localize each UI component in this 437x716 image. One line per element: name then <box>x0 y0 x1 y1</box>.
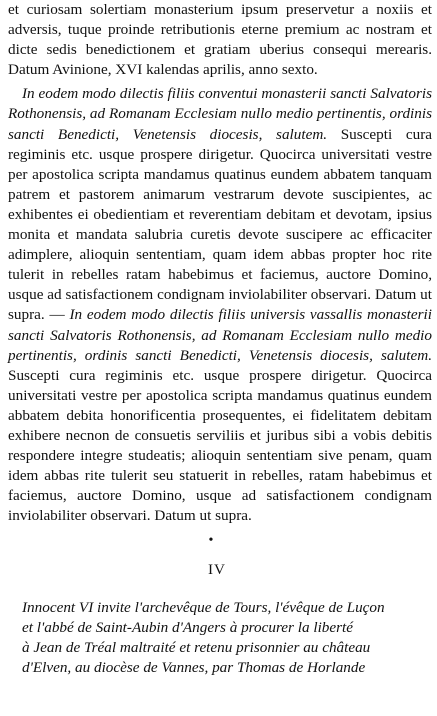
mandate-text-2: Suscepti cura regiminis etc. usque prospere dirigetur. Quocirca universitati vestre per apostolica scripta mandamus quatinus eundem abbatem debita honorificentia prosequentes, ei fidelitatem debitam exhibere necnon de consuetis serviliis et juribus sibi a vobis debitis respondere integre studeatis; alioquin sententiam sive penam, quam idem abbas rite tulerit seu statuerit in rebelles, ratam habebimus et faciemus, auctore Domino, usque ad satisfactionem condignam inviolabiliter observari. Datum ut supra. <box>8 366 432 525</box>
address-clause-2: In eodem modo dilectis filiis universis vassallis monasterii sancti Salvatoris Rothonensis, ad Romanam Ecclesiam nullo medio pertinentis, ordinis sancti Benedicti, Venetensis diocesis, salutem. <box>8 306 432 364</box>
separator-dot: • <box>208 533 214 549</box>
summary-line-3: à Jean de Tréal maltraité et retenu prisonnier au château <box>22 639 371 657</box>
summary-line-1: Innocent VI invite l'archevêque de Tours, l'évêque de Luçon <box>22 599 385 617</box>
summary-line-2: et l'abbé de Saint-Aubin d'Angers à procurer la liberté <box>22 619 354 637</box>
document-page <box>8 0 432 678</box>
address-clause-1: In eodem modo dilectis filiis conventui monasterii sancti Salvatoris Rothonensis, ad Romanam Ecclesiam nullo medio pertinentis, ordinis sancti Benedicti, Venetensis diocesis, salutem. <box>8 85 432 143</box>
paragraph-1: et curiosam solertiam monasterium ipsum preservetur a noxiis et adversis, tuque proinde retributionis eterne premium ac nostram et dicte sedis benedictionem et gratiam uberius consequi merearis. Datum Avinione, XVI kalendas aprilis, anno sexto. <box>8 1 432 79</box>
paragraph-2 <box>8 84 432 526</box>
section-summary <box>8 598 432 677</box>
section-number: IV <box>207 561 227 579</box>
mandate-text-1: Suscepti cura regiminis etc. usque prospere dirigetur. Quocirca universitati vestre per apostolica scripta mandamus quatinus eundem abbatem tanquam patrem et pastorem animarum vestrarum devote suscipientes, ac exhibentes ei obedientiam et reverentiam debitam et devotam, ipsius monita et mandata salubria curetis devote suscipere ac efficaciter adimplere, alioquin sententiam, quam idem abbas propter hoc rite tulerit in rebelles ratam habebimus et faciemus, auctore Domino, usque ad satisfactionem condignam inviolabiliter observari. Datum ut supra. — <box>8 125 432 324</box>
summary-line-4: d'Elven, au diocèse de Vannes, par Thomas de Horlande <box>22 658 366 676</box>
